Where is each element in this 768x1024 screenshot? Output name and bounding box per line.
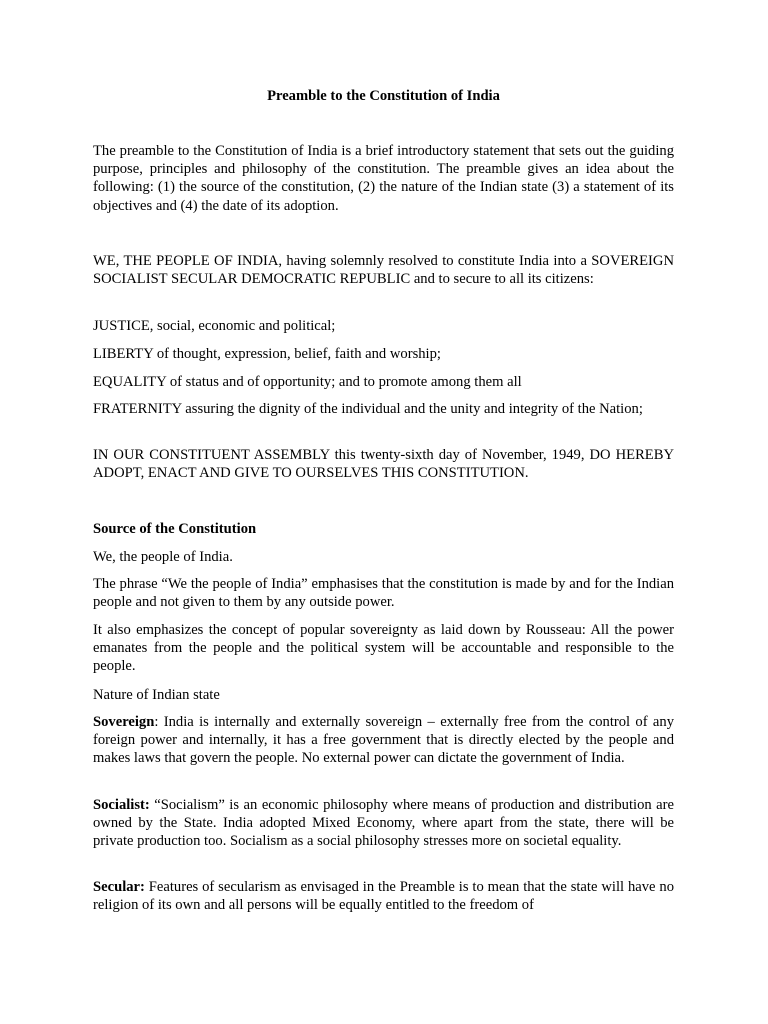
document-title: Preamble to the Constitution of India — [267, 88, 500, 104]
preamble-fraternity: FRATERNITY assuring the dignity of the individual and the unity and integrity of the Nation; — [93, 401, 643, 417]
source-heading: Source of the Constitution — [93, 521, 257, 537]
socialist-text: “Socialism” is an economic philosophy where means of production and distribution are owned by the State. India adopted Mixed Economy, where apart from the state, there will be private production too. Socialism as a social philosophy stresses more on societal equality. — [93, 797, 674, 850]
popular-sovereignty-paragraph: It also emphasizes the concept of popular sovereignty as laid down by Rousseau: All the power emanates from the people and the political system will be accountable and responsible to the people. — [93, 622, 674, 675]
document-page — [93, 0, 674, 1024]
preamble-opening: WE, THE PEOPLE OF INDIA, having solemnly resolved to constitute India into a SOVEREIGN SOCIALIST SECULAR DEMOCRATIC REPUBLIC and to secure to all its citizens: — [93, 253, 674, 288]
nature-heading: Nature of Indian state — [93, 687, 220, 703]
socialist-label: Socialist: — [93, 797, 150, 813]
intro-paragraph: The preamble to the Constitution of India is a brief introductory statement that sets out the guiding purpose, principles and philosophy of the constitution. The preamble gives an idea about the following: (1) the source of the constitution, (2) the nature of the Indian state (3) a statement of its objectives and (4) the date of its adoption. — [93, 143, 674, 214]
secular-paragraph — [93, 878, 674, 914]
preamble-equality: EQUALITY of status and of opportunity; and to promote among them all — [93, 374, 522, 390]
sovereign-paragraph — [93, 713, 674, 768]
secular-text: Features of secularism as envisaged in the Preamble is to mean that the state will have no religion of its own and all persons will be equally entitled to the freedom of — [93, 879, 674, 914]
source-line: We, the people of India. — [93, 549, 233, 565]
preamble-justice: JUSTICE, social, economic and political; — [93, 318, 336, 334]
sovereign-text: : India is internally and externally sovereign – externally free from the control of any foreign power and internally, it has a free government that is directly elected by the people and makes laws that govern the people. No external power can dictate the government of India. — [93, 714, 674, 767]
socialist-paragraph — [93, 796, 674, 851]
source-phrase-paragraph: The phrase “We the people of India” emphasises that the constitution is made by and for the Indian people and not given to them by any outside power. — [93, 576, 674, 611]
sovereign-label: Sovereign — [93, 714, 155, 730]
secular-label: Secular: — [93, 879, 145, 895]
preamble-closing: IN OUR CONSTITUENT ASSEMBLY this twenty-sixth day of November, 1949, DO HEREBY ADOPT, ENACT AND GIVE TO OURSELVES THIS CONSTITUTION. — [93, 447, 674, 482]
preamble-liberty: LIBERTY of thought, expression, belief, faith and worship; — [93, 346, 441, 362]
